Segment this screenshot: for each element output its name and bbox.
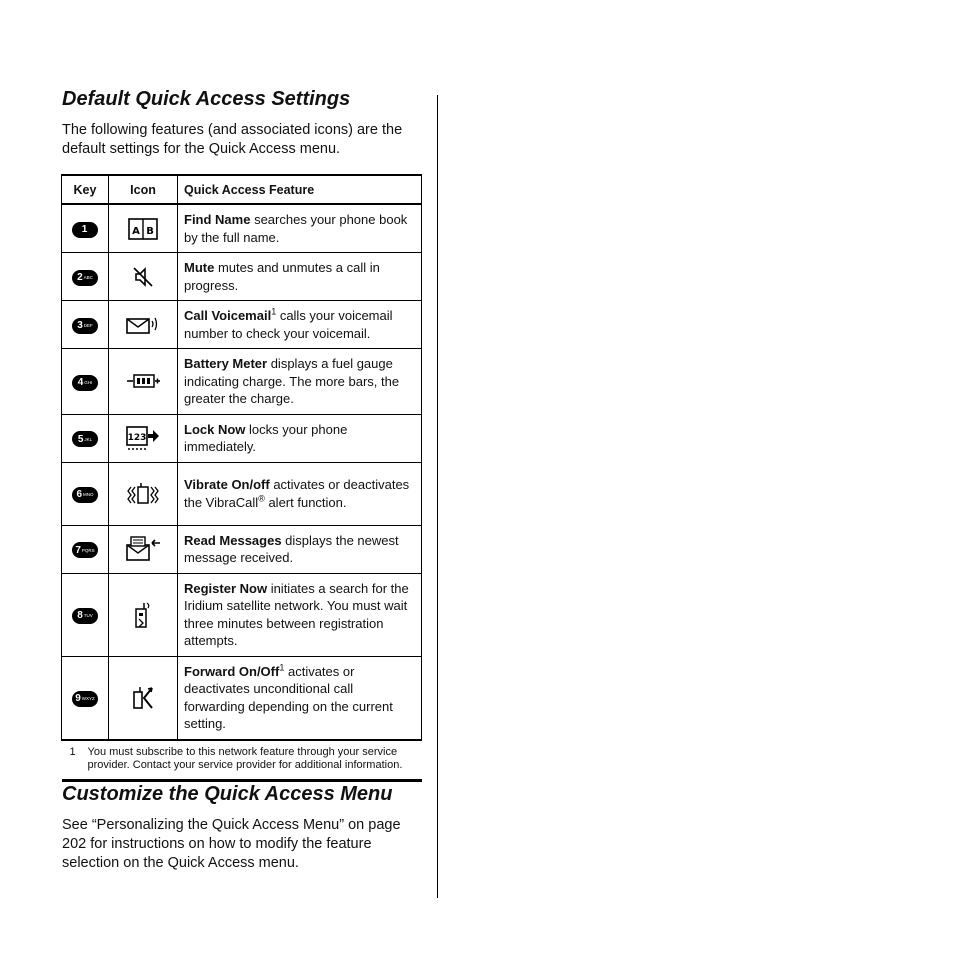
footnote-number: 1 xyxy=(69,745,76,758)
feature-name: Call Voicemail xyxy=(184,308,272,323)
key-8-badge: 8 TUV xyxy=(72,608,98,624)
feature-name: Battery Meter xyxy=(184,356,268,371)
section-heading-default-settings: Default Quick Access Settings xyxy=(62,88,351,110)
footnote-marker: 1 xyxy=(279,662,285,673)
voicemail-envelope-icon xyxy=(125,313,161,337)
key-1-badge: 1 xyxy=(72,222,98,238)
key-4-badge: 4 GHI xyxy=(72,375,98,391)
section-heading-customize: Customize the Quick Access Menu xyxy=(62,783,393,805)
feature-desc: activates or deactivates unconditional call forwarding depending on the current setting. xyxy=(184,663,393,731)
table-row xyxy=(62,656,422,740)
table-row xyxy=(62,204,422,253)
feature-desc: locks your phone immediately. xyxy=(184,421,348,454)
table-header-row xyxy=(62,175,422,204)
intro-paragraph: The following features (and associated icons) are the default settings for the Quick Access menu. xyxy=(62,122,403,157)
feature-name: Read Messages xyxy=(184,532,282,548)
feature-name: Mute xyxy=(184,260,215,275)
feature-name: Register Now xyxy=(184,580,268,596)
feature-name: Find Name xyxy=(184,212,251,227)
table-row xyxy=(62,414,422,462)
feature-name: Vibrate On/off xyxy=(184,477,270,492)
svg-text:123: 123 xyxy=(127,433,147,443)
read-messages-icon xyxy=(124,535,162,563)
table-row xyxy=(62,253,422,301)
table-row xyxy=(62,573,422,656)
quick-access-table xyxy=(61,174,422,782)
table-row xyxy=(62,525,422,573)
feature-desc-cont: alert function. xyxy=(264,494,347,510)
key-7-badge: 7 PQRS xyxy=(72,542,98,558)
table-row xyxy=(62,462,422,525)
feature-desc: activates or deactivates the VibraCall xyxy=(184,477,410,510)
key-5-badge: 5 JKL xyxy=(72,431,98,447)
mute-speaker-icon xyxy=(131,265,155,289)
feature-desc: calls your voicemail number to check your voicemail. xyxy=(184,308,393,341)
forward-call-icon xyxy=(131,684,155,712)
keypad-lock-icon xyxy=(125,425,161,451)
header-key: Key xyxy=(62,175,109,204)
table-row xyxy=(62,349,422,415)
feature-desc: mutes and unmutes a call in progress. xyxy=(184,260,380,293)
feature-desc: searches your phone book by the full name. xyxy=(184,212,408,245)
footnote-text: You must subscribe to this network feature through your service provider. Contact your service provider for additional information. xyxy=(87,745,403,771)
column-divider xyxy=(437,95,438,898)
footnote-marker: 1 xyxy=(271,306,277,317)
footnote-row xyxy=(62,740,422,781)
key-2-badge: 2 ABC xyxy=(72,270,98,286)
feature-name: Lock Now xyxy=(184,421,246,437)
header-feature: Quick Access Feature xyxy=(178,175,422,204)
key-9-badge: 9 WXYZ xyxy=(72,691,98,707)
key-3-badge: 3 DEF xyxy=(72,318,98,334)
battery-meter-icon xyxy=(125,371,161,391)
vibrate-phone-icon xyxy=(126,481,160,507)
feature-desc: displays a fuel gauge indicating charge. The more bars, the greater the charge. xyxy=(184,356,400,406)
svg-text:B: B xyxy=(146,225,154,237)
phonebook-icon xyxy=(127,217,159,241)
svg-text:A: A xyxy=(132,225,140,237)
feature-name: Forward On/Off xyxy=(184,663,280,679)
table-row xyxy=(62,301,422,349)
feature-desc: displays the newest message received. xyxy=(184,532,399,565)
header-icon: Icon xyxy=(109,175,178,204)
registered-mark: ® xyxy=(258,493,265,504)
key-6-badge: 6 MNO xyxy=(72,487,98,503)
feature-desc: initiates a search for the Iridium satellite network. You must wait three minutes between registration attempts. xyxy=(184,580,409,648)
customize-paragraph: See “Personalizing the Quick Access Menu” on page 202 for instructions on how to modify the feature selection on the Quick Access menu. xyxy=(62,817,401,871)
register-satellite-phone-icon xyxy=(132,600,154,630)
